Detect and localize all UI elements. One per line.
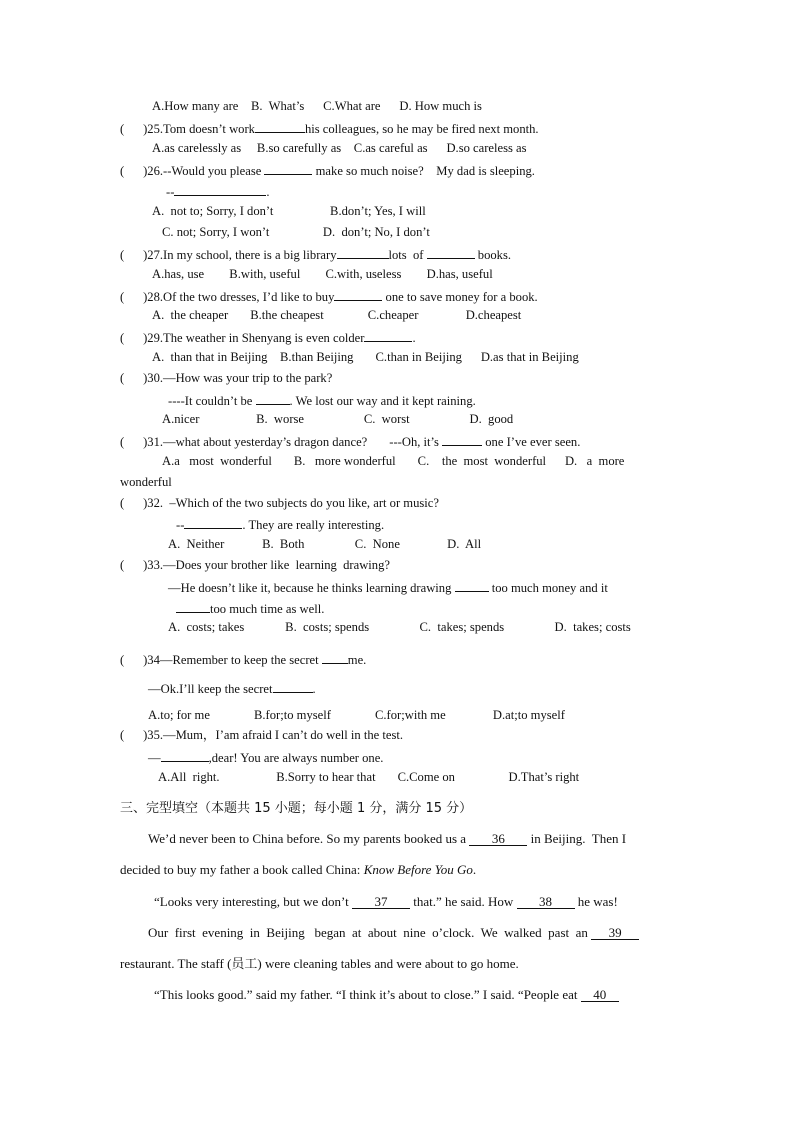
q30-options: A.nicer B. worse C. worst D. good: [162, 412, 514, 426]
q27-text-start: ( )27.In my school, there is a big library: [120, 248, 337, 262]
q26-text-start: ( )26.--Would you please: [120, 164, 265, 178]
q34-blank-2: [273, 679, 313, 693]
q26-text-end: make so much noise? My dad is sleeping.: [312, 164, 535, 178]
q33-blank-1: [455, 578, 489, 592]
passage-line-1: [148, 831, 626, 847]
q33-text-cont: too much time as well.: [210, 602, 325, 616]
q35-text-end: ,dear! You are always number one.: [208, 751, 384, 765]
q25-text-start: ( )25.Tom doesn’t work: [120, 122, 255, 136]
q31-text-start: ( )31.—what about yesterday’s dragon dance? ---Oh, it’s: [120, 435, 443, 449]
blank-37: 37: [352, 895, 410, 909]
q25-blank: [255, 119, 305, 133]
q27-text-end: books.: [474, 248, 512, 262]
question-33: ( )33.—Does your brother like learning drawing?: [120, 558, 390, 572]
p6-text: “This looks good.” said my father. “I think it’s about to close.” I said. “People eat: [154, 987, 581, 1002]
q24-options: A.How many are B. What’s C.What are D. How much is: [152, 99, 482, 113]
question-26: [120, 161, 535, 179]
q29-period: .: [412, 331, 416, 345]
q27-blank-2: [427, 245, 475, 259]
q27-options: A.has, use B.with, useful C.with, useless D.has, useful: [152, 267, 493, 281]
q26-options-ab: A. not to; Sorry, I don’t B.don’t; Yes, I will: [152, 204, 426, 218]
q33-text-start: —He doesn’t like it, because he thinks learning drawing: [168, 581, 455, 595]
p4-text: Our first evening in Beijing began at about nine o’clock. We walked past an: [148, 925, 592, 940]
q25-options: A.as carelessly as B.so carefully as C.as careful as D.so careless as: [152, 141, 527, 155]
p3-text-end: he was!: [574, 894, 618, 909]
q31-options-wrap: wonderful: [120, 475, 172, 489]
q28-blank: [334, 287, 382, 301]
q30-reply: [168, 391, 476, 409]
question-31: [120, 432, 580, 450]
passage-line-6: [154, 987, 619, 1003]
question-30: ( )30.—How was your trip to the park?: [120, 371, 333, 385]
q32-reply: [176, 515, 384, 533]
q34-text-start: ( )34—Remember to keep the secret: [120, 653, 322, 667]
q35-options: A.All right. B.Sorry to hear that C.Come on D.That’s right: [158, 770, 580, 784]
q33-text-end: too much money and it: [488, 581, 608, 595]
p2-text-start: decided to buy my father a book called China:: [120, 862, 364, 877]
section-heading: 三、完型填空（本题共 15 小题；每小题 1 分，满分 15 分）: [120, 801, 473, 816]
blank-40: 40: [581, 988, 619, 1002]
passage-line-5: restaurant. The staff (员工) were cleaning tables and were about to go home.: [120, 956, 519, 971]
question-35: ( )35.—Mum，I’am afraid I can’t do well in the test.: [120, 728, 404, 742]
q32-blank: [184, 515, 242, 529]
q27-text-mid: lots of: [388, 248, 427, 262]
q33-reply: [168, 578, 608, 596]
q34-period: .: [312, 682, 316, 696]
q27-blank-1: [337, 245, 389, 259]
question-27: [120, 245, 511, 263]
q34-reply-text: —Ok.I’ll keep the secret: [148, 682, 273, 696]
p2-period: .: [472, 862, 477, 877]
q33-options: A. costs; takes B. costs; spends C. takes; spends D. takes; costs: [168, 620, 631, 634]
p3-text-mid: that.” he said. How: [409, 894, 517, 909]
q26-period: .: [266, 185, 270, 199]
book-title: Know Before You Go: [363, 862, 473, 877]
q34-options: A.to; for me B.for;to myself C.for;with me D.at;to myself: [148, 708, 565, 722]
question-25: [120, 119, 539, 137]
blank-39: 39: [591, 926, 639, 940]
question-29: [120, 328, 416, 346]
q30-text-end: . We lost our way and it kept raining.: [289, 394, 476, 408]
blank-36: 36: [469, 832, 527, 846]
q26-blank-2: [174, 182, 266, 196]
q31-text-end: one I’ve ever seen.: [482, 435, 581, 449]
p1-text-start: We’d never been to China before. So my parents booked us a: [148, 831, 470, 846]
q33-reply-cont: [176, 599, 324, 617]
q26-blank-1: [264, 161, 312, 175]
q31-blank: [442, 432, 482, 446]
q34-reply: [148, 679, 316, 697]
passage-line-4: [148, 925, 639, 941]
q32-dash: --: [176, 518, 185, 532]
q30-blank: [256, 391, 290, 405]
q34-blank-1: [322, 650, 348, 664]
passage-line-3: [154, 894, 618, 910]
q35-blank: [161, 748, 209, 762]
q29-options: A. than that in Beijing B.than Beijing C.than in Beijing D.as that in Beijing: [152, 350, 579, 364]
q26-dash: --: [166, 185, 175, 199]
question-28: [120, 287, 538, 305]
question-34: [120, 650, 366, 668]
q28-text-start: ( )28.Of the two dresses, I’d like to buy: [120, 290, 335, 304]
q26-options-cd: C. not; Sorry, I won’t D. don’t; No, I don’t: [162, 225, 430, 239]
passage-line-2: [120, 862, 476, 878]
q29-text-start: ( )29.The weather in Shenyang is even colder: [120, 331, 365, 345]
q35-reply: [148, 748, 383, 766]
blank-38: 38: [517, 895, 575, 909]
question-32: ( )32. –Which of the two subjects do you like, art or music?: [120, 496, 439, 510]
q33-blank-2: [176, 599, 210, 613]
q28-options: A. the cheaper B.the cheapest C.cheaper D.cheapest: [152, 308, 522, 322]
q29-blank: [364, 328, 412, 342]
q32-text-end: . They are really interesting.: [242, 518, 385, 532]
q28-text-end: one to save money for a book.: [382, 290, 538, 304]
q35-dash: —: [148, 751, 161, 765]
p1-text-end: in Beijing. Then I: [527, 831, 627, 846]
q31-options: A.a most wonderful B. more wonderful C. the most wonderful D. a more: [162, 454, 625, 468]
q34-text-end: me.: [347, 653, 367, 667]
q30-text-start: ----It couldn’t be: [168, 394, 256, 408]
q26-reply: [166, 182, 270, 200]
p3-text-start: “Looks very interesting, but we don’t: [154, 894, 352, 909]
q32-options: A. Neither B. Both C. None D. All: [168, 537, 482, 551]
q25-text-end: his colleagues, so he may be fired next month.: [304, 122, 539, 136]
